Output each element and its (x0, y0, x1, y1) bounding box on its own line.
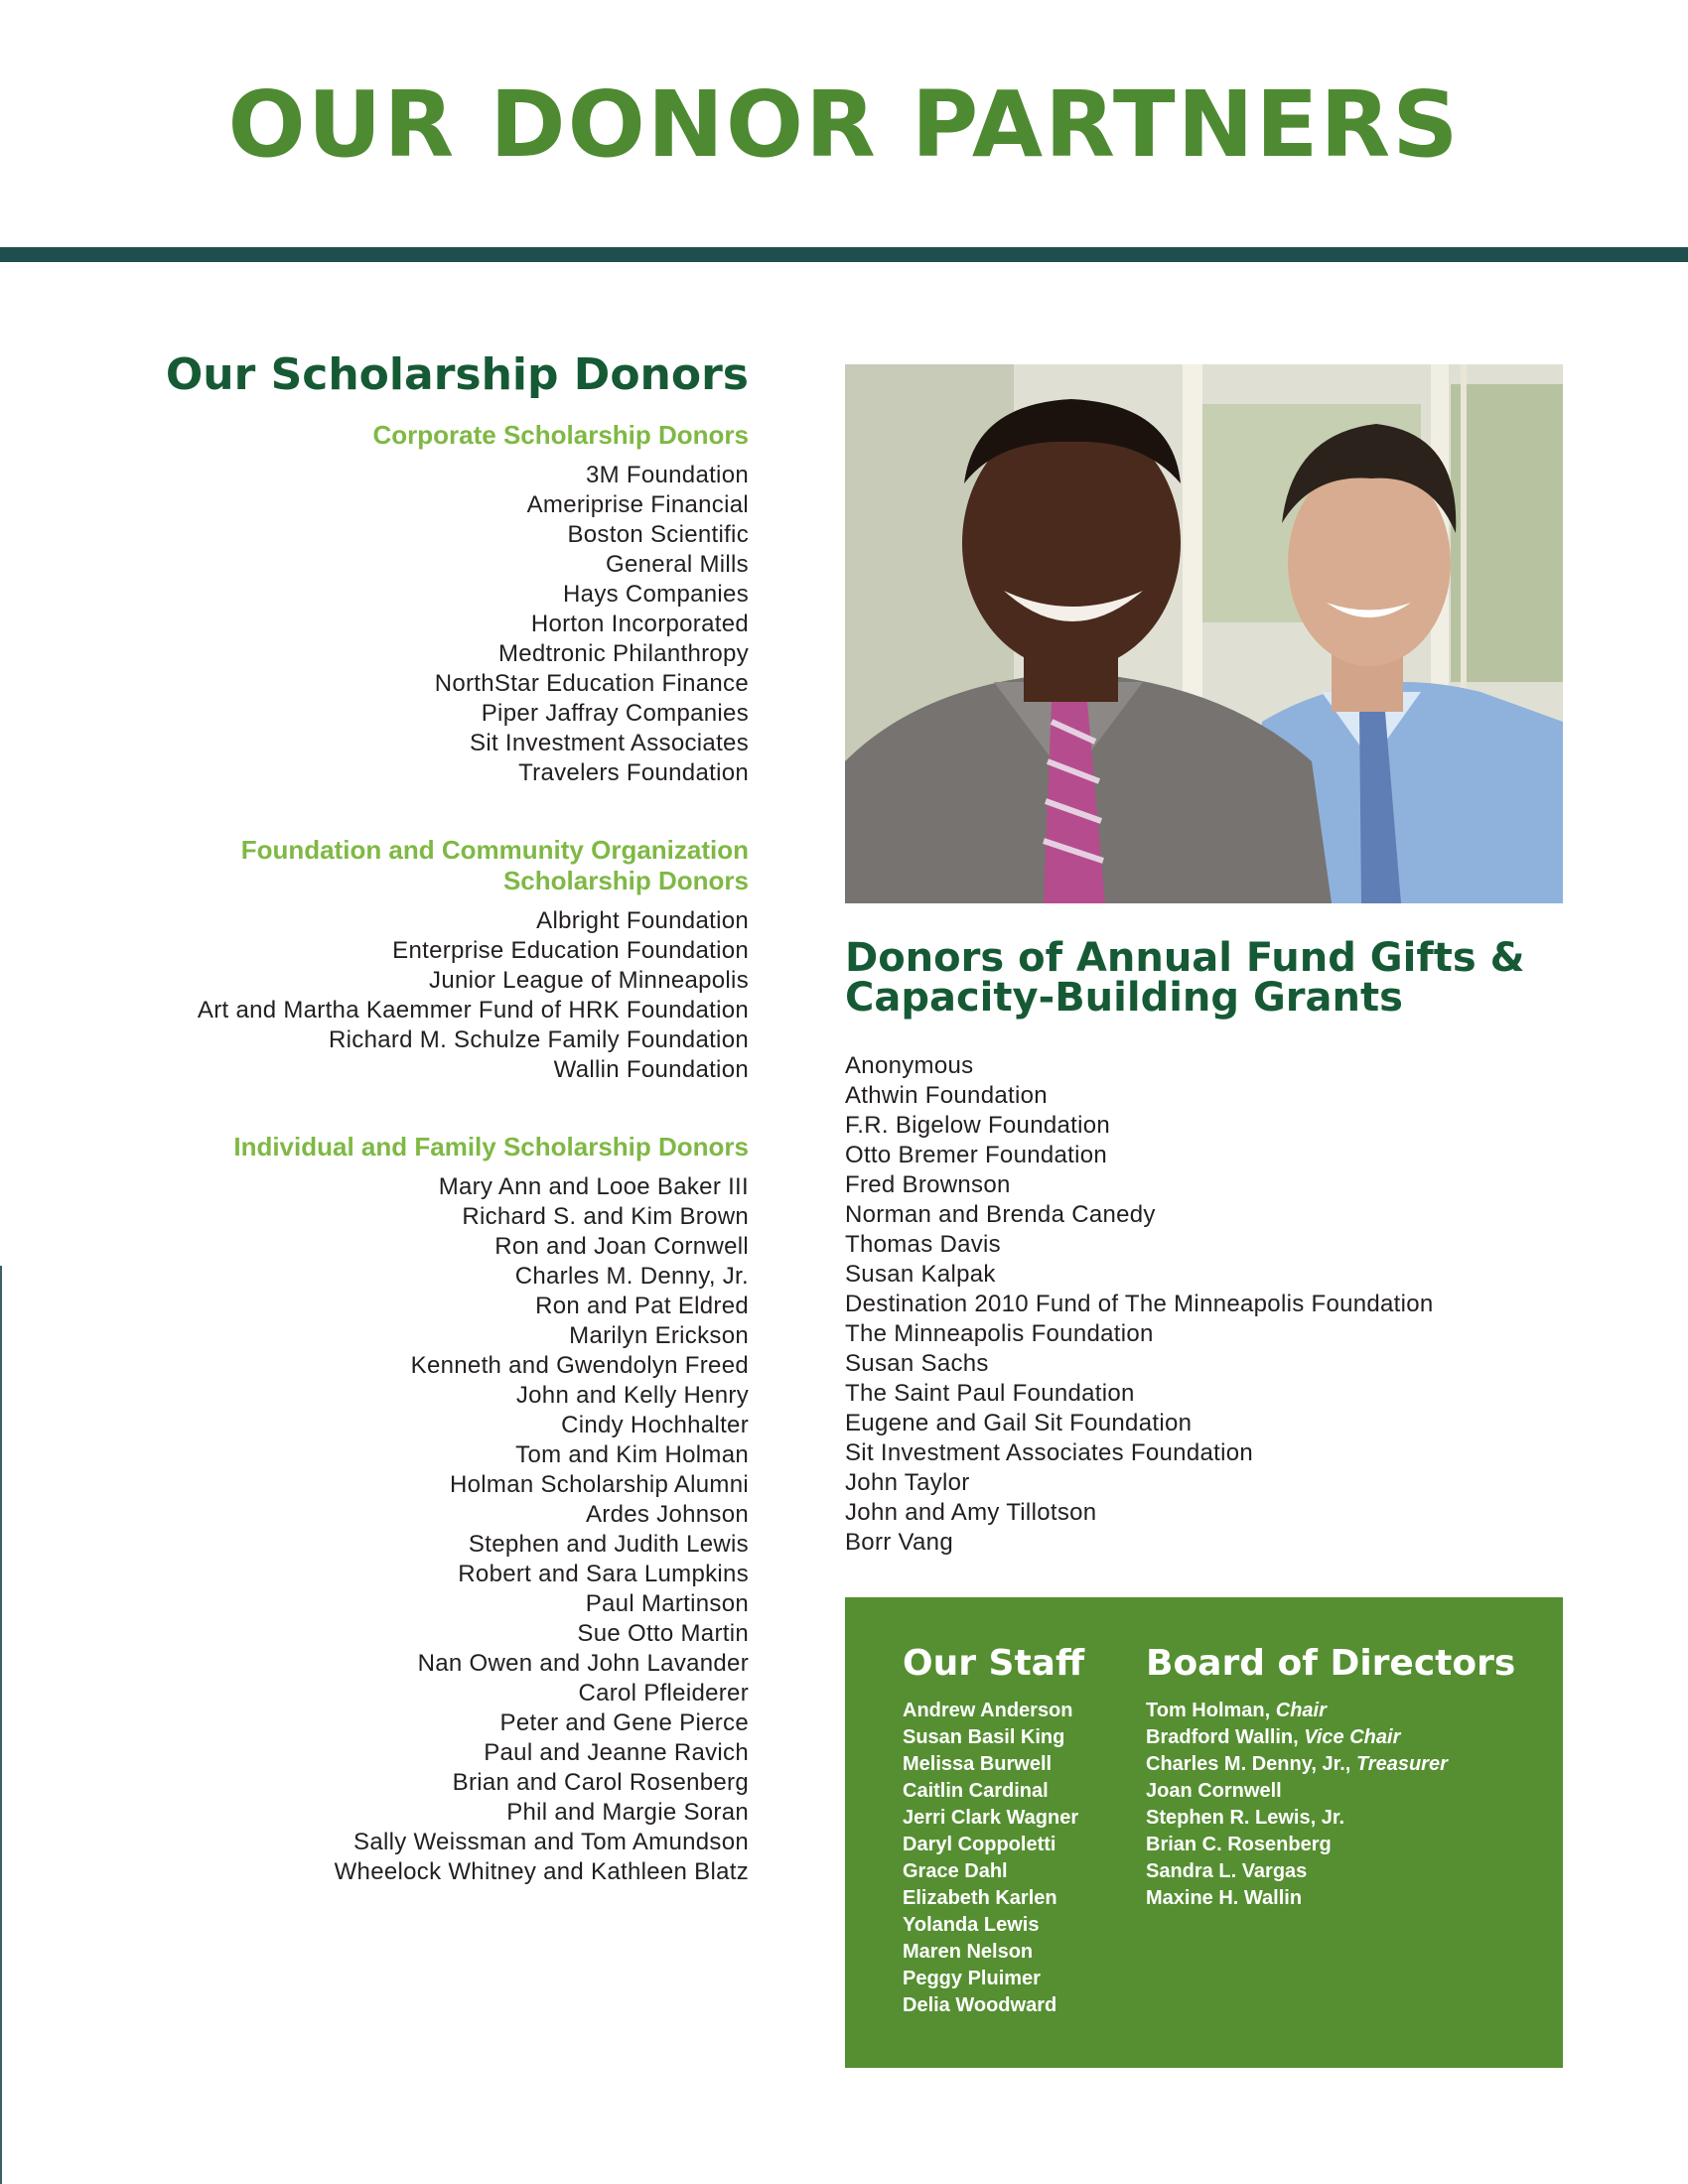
list-item: Yolanda Lewis (903, 1914, 1040, 1936)
list-item: Art and Martha Kaemmer Fund of HRK Foundation (197, 997, 749, 1024)
list-item: Athwin Foundation (845, 1082, 1048, 1109)
list-item: John and Amy Tillotson (845, 1499, 1097, 1526)
board-list (1146, 1698, 1515, 1912)
list-item: NorthStar Education Finance (434, 670, 749, 697)
students-photo (845, 364, 1563, 903)
list-item: Brian and Carol Rosenberg (452, 1769, 749, 1796)
list-item: Susan Basil King (903, 1726, 1065, 1748)
list-item: Sue Otto Martin (577, 1620, 749, 1647)
board-member (1146, 1885, 1515, 1912)
list-item: 3M Foundation (585, 462, 749, 488)
list-item: Susan Sachs (845, 1350, 989, 1377)
list-item: Holman Scholarship Alumni (450, 1471, 749, 1498)
list-item: Andrew Anderson (903, 1700, 1073, 1721)
annual-fund-heading-line1: Donors of Annual Fund Gifts & (845, 935, 1525, 981)
foundation-heading-line2: Scholarship Donors (502, 866, 749, 895)
list-item: Ron and Pat Eldred (535, 1293, 749, 1319)
list-item: Wallin Foundation (553, 1056, 749, 1083)
board-member (1146, 1832, 1515, 1858)
list-item: The Minneapolis Foundation (845, 1320, 1154, 1347)
board-heading: Board of Directors (1146, 1643, 1516, 1684)
list-item: F.R. Bigelow Foundation (845, 1112, 1111, 1139)
staff-column (903, 1643, 1084, 2019)
list-item: Mary Ann and Looe Baker III (438, 1173, 749, 1200)
list-item: Ameriprise Financial (526, 491, 749, 518)
list-item: Nan Owen and John Lavander (417, 1650, 749, 1677)
list-item: Travelers Foundation (518, 759, 749, 786)
staff-list (903, 1698, 1084, 2019)
list-item: Thomas Davis (845, 1231, 1001, 1258)
list-item: Norman and Brenda Canedy (845, 1201, 1156, 1228)
list-item: Anonymous (845, 1052, 974, 1079)
list-item: Kenneth and Gwendolyn Freed (410, 1352, 749, 1379)
list-item: Paul Martinson (585, 1590, 749, 1617)
board-member-role: Vice Chair (1304, 1726, 1401, 1748)
list-item: Robert and Sara Lumpkins (458, 1561, 749, 1587)
list-item: Albright Foundation (536, 907, 749, 934)
board-member-name: Bradford Wallin, (1146, 1726, 1305, 1748)
left-edge-line (0, 1266, 2, 2184)
list-item: Jerri Clark Wagner (903, 1807, 1079, 1829)
board-member (1146, 1805, 1515, 1832)
list-item: Carol Pfleiderer (578, 1680, 749, 1706)
annual-fund-heading-line2: Capacity-Building Grants (845, 975, 1403, 1021)
foundation-heading-line1: Foundation and Community Organization (240, 835, 749, 865)
list-item: Caitlin Cardinal (903, 1780, 1049, 1802)
list-item: Susan Kalpak (845, 1261, 996, 1288)
annual-fund-donor-list (845, 1051, 1600, 1558)
header-divider (0, 247, 1688, 262)
scholarship-donors-section (34, 349, 749, 1887)
board-member (1146, 1698, 1515, 1724)
list-item: Sit Investment Associates (470, 730, 749, 756)
board-member-name: Sandra L. Vargas (1146, 1860, 1308, 1882)
list-item: Peggy Pluimer (903, 1968, 1041, 1989)
list-item: Delia Woodward (903, 1994, 1057, 2016)
scholarship-heading: Our Scholarship Donors (165, 349, 749, 400)
list-item: John and Kelly Henry (515, 1382, 749, 1409)
list-item: Grace Dahl (903, 1860, 1008, 1882)
list-item: Cindy Hochhalter (561, 1412, 749, 1438)
list-item: Enterprise Education Foundation (392, 937, 749, 964)
individual-heading: Individual and Family Scholarship Donors (233, 1132, 749, 1161)
list-item: Sally Weissman and Tom Amundson (353, 1829, 749, 1855)
list-item: Richard M. Schulze Family Foundation (329, 1026, 749, 1053)
annual-fund-heading (845, 935, 1600, 1021)
board-member-name: Tom Holman, (1146, 1700, 1276, 1721)
board-member-name: Stephen R. Lewis, Jr. (1146, 1807, 1345, 1829)
list-item: Otto Bremer Foundation (845, 1142, 1108, 1168)
list-item: Melissa Burwell (903, 1753, 1053, 1775)
list-item: Destination 2010 Fund of The Minneapolis Foundation (845, 1291, 1434, 1317)
board-column (1146, 1643, 1515, 1912)
list-item: Marilyn Erickson (569, 1322, 749, 1349)
list-item: Maren Nelson (903, 1941, 1034, 1963)
board-member (1146, 1751, 1515, 1778)
foundation-donor-list (34, 906, 749, 1085)
list-item: Elizabeth Karlen (903, 1887, 1057, 1909)
individual-donor-list (34, 1172, 749, 1887)
list-item: Daryl Coppoletti (903, 1834, 1056, 1855)
annual-fund-section (845, 935, 1600, 1558)
staff-board-panel (845, 1597, 1563, 2068)
list-item: Boston Scientific (567, 521, 749, 548)
staff-heading: Our Staff (903, 1643, 1085, 1684)
list-item: John Taylor (845, 1469, 970, 1496)
board-member-name: Brian C. Rosenberg (1146, 1834, 1332, 1855)
list-item: Medtronic Philanthropy (497, 640, 749, 667)
list-item: Richard S. and Kim Brown (462, 1203, 749, 1230)
list-item: Stephen and Judith Lewis (468, 1531, 749, 1558)
list-item: Ardes Johnson (585, 1501, 749, 1528)
list-item: Ron and Joan Cornwell (494, 1233, 749, 1260)
list-item: Sit Investment Associates Foundation (845, 1439, 1254, 1466)
board-member-name: Maxine H. Wallin (1146, 1887, 1303, 1909)
list-item: Fred Brownson (845, 1171, 1011, 1198)
list-item: Piper Jaffray Companies (481, 700, 749, 727)
board-member (1146, 1778, 1515, 1805)
board-member-role: Treasurer (1355, 1753, 1448, 1775)
list-item: Horton Incorporated (530, 611, 749, 637)
foundation-heading (34, 835, 749, 896)
board-member (1146, 1858, 1515, 1885)
page-title: OUR DONOR PARTNERS (227, 71, 1461, 178)
list-item: Phil and Margie Soran (506, 1799, 749, 1826)
list-item: The Saint Paul Foundation (845, 1380, 1135, 1407)
list-item: Paul and Jeanne Ravich (484, 1739, 749, 1766)
list-item: Eugene and Gail Sit Foundation (845, 1410, 1193, 1436)
list-item: General Mills (606, 551, 749, 578)
board-member-role: Chair (1275, 1700, 1327, 1721)
list-item: Junior League of Minneapolis (429, 967, 749, 994)
board-member (1146, 1724, 1515, 1751)
list-item: Charles M. Denny, Jr. (514, 1263, 749, 1290)
list-item: Peter and Gene Pierce (499, 1709, 749, 1736)
students-photo-illustration (845, 364, 1563, 903)
list-item: Borr Vang (845, 1529, 953, 1556)
corporate-heading: Corporate Scholarship Donors (372, 420, 749, 450)
corporate-donor-list (34, 461, 749, 788)
board-member-name: Charles M. Denny, Jr., (1146, 1753, 1356, 1775)
list-item: Wheelock Whitney and Kathleen Blatz (334, 1858, 749, 1885)
board-member-name: Joan Cornwell (1146, 1780, 1282, 1802)
list-item: Tom and Kim Holman (515, 1441, 749, 1468)
list-item: Hays Companies (563, 581, 749, 608)
